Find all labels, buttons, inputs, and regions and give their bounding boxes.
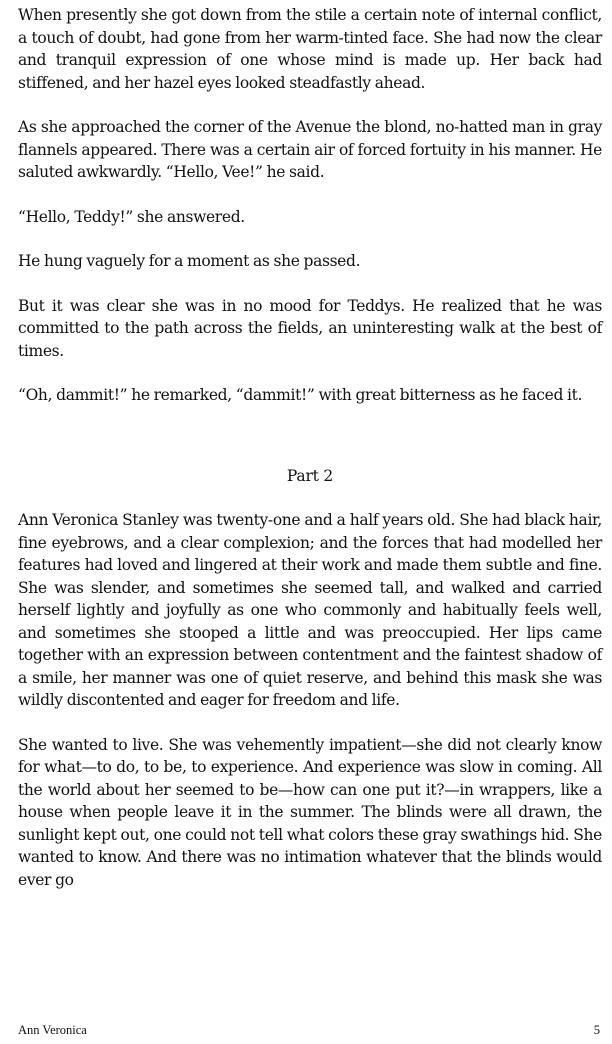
footer-book-title: Ann Veronica — [18, 1023, 87, 1037]
book-page — [18, 4, 602, 891]
paragraph-wanted-to-live: She wanted to live. She was vehemently impatient—she did not clearly know for what—to do, to be, to experience. And experience was slow in coming. All the world about her seemed to be—how can one put it?—in wrappers, like a house when people leave it in the summer. The blinds were all drawn, the sunlight kept out, one could not tell what colors these gray swathings hid. She wanted to know. And there was no intimation whatever that the blinds would ever go — [18, 735, 602, 889]
paragraph-ann-veronica: Ann Veronica Stanley was twenty-one and a half years old. She had black hair, fine eyebrows, and a clear complexion; and the forces that had modelled her features had loved and lingered at their work and made them subtle and fine. She was slender, and sometimes she seemed tall, and walked and carried herself lightly and joyfully as one who commonly and habitually feels well, and sometimes she stooped a little and was preoccupied. Her lips came together with an expression between contentment and the faintest shadow of a smile, her manner was one of quiet reserve, and behind this mask she was wildly discontented and eager for freedom and life. — [18, 511, 602, 709]
paragraph-hello-teddy: “Hello, Teddy!” she answered. — [18, 207, 245, 226]
paragraph-stile: When presently she got down from the stile a certain note of internal conflict, a touch of doubt, had gone from her warm-tinted face. She had now the clear and tranquil expression of one whose mind is made up. Her back had stiffened, and her hazel eyes looked steadfastly ahead. — [18, 6, 602, 92]
section-heading: Part 2 — [286, 466, 334, 485]
page-footer — [18, 1020, 600, 1038]
paragraph-avenue: As she approached the corner of the Avenue the blond, no-hatted man in gray flannels appeared. There was a certain air of forced fortuity in his manner. He saluted awkwardly. “Hello, Vee!” he said. — [18, 118, 602, 181]
paragraph-hung-vaguely: He hung vaguely for a moment as she passed. — [18, 252, 361, 270]
paragraph-no-mood: But it was clear she was in no mood for Teddys. He realized that he was committed to the path across the fields, an uninteresting walk at the best of times. — [18, 296, 602, 360]
paragraph-dammit: “Oh, dammit!” he remarked, “dammit!” with great bitterness as he faced it. — [18, 386, 583, 404]
footer-page-number: 5 — [593, 1023, 600, 1037]
